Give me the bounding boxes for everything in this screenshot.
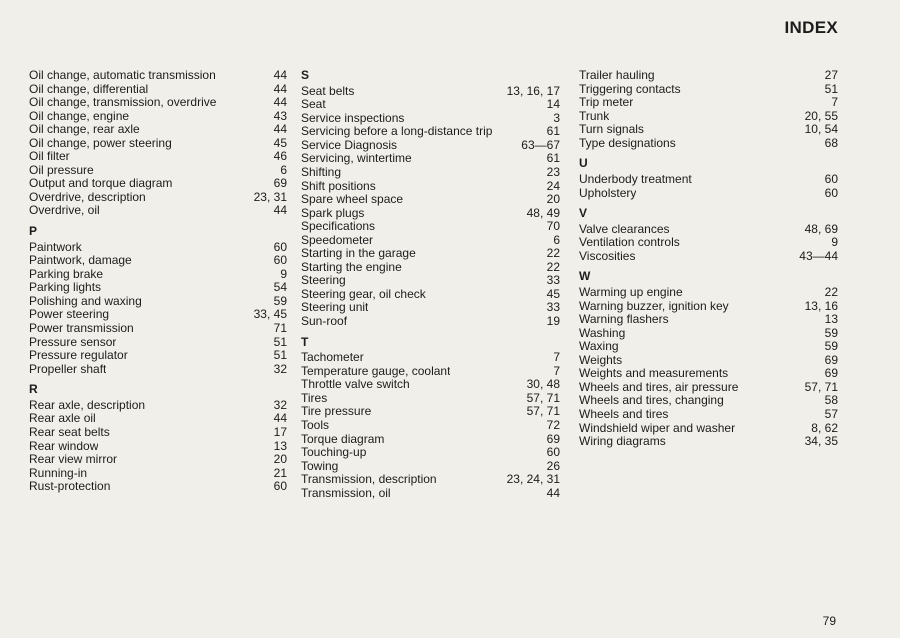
index-page-refs: 44 bbox=[273, 122, 287, 137]
index-page-refs: 17 bbox=[273, 424, 287, 439]
index-entry bbox=[579, 83, 838, 97]
index-term: Type designations bbox=[579, 136, 676, 150]
index-term: Specifications bbox=[301, 220, 376, 234]
index-term: Tire pressure bbox=[301, 405, 372, 419]
index-entry bbox=[29, 164, 287, 178]
index-entry bbox=[301, 405, 560, 419]
index-page-refs: 61 bbox=[546, 151, 560, 166]
index-page-refs: 34, 35 bbox=[804, 434, 838, 449]
index-page-refs: 48, 49 bbox=[526, 205, 560, 220]
index-entry bbox=[29, 123, 287, 137]
index-term: Parking lights bbox=[29, 281, 102, 295]
index-term: Oil change, transmission, overdrive bbox=[29, 96, 217, 110]
index-entry bbox=[29, 268, 287, 282]
index-page-refs: 9 bbox=[831, 235, 838, 250]
index-page-refs: 21 bbox=[273, 465, 287, 480]
index-term: Power steering bbox=[29, 308, 110, 322]
index-entry bbox=[579, 367, 838, 381]
index-page-refs: 27 bbox=[824, 68, 838, 82]
index-entry bbox=[301, 139, 560, 153]
index-entry bbox=[301, 193, 560, 207]
index-entry bbox=[579, 69, 838, 83]
index-term: Shifting bbox=[301, 165, 342, 179]
index-entry bbox=[579, 408, 838, 422]
index-term: Waxing bbox=[579, 340, 619, 354]
index-entry bbox=[579, 223, 838, 237]
index-term: Spark plugs bbox=[301, 206, 365, 220]
index-page-refs: 44 bbox=[273, 95, 287, 110]
index-entry bbox=[579, 123, 838, 137]
index-entry bbox=[29, 295, 287, 309]
index-term: Paintwork, damage bbox=[29, 254, 132, 268]
index-term: Windshield wiper and washer bbox=[579, 421, 736, 435]
index-entry bbox=[579, 300, 838, 314]
index-term: Service Diagnosis bbox=[301, 138, 398, 152]
index-term: Oil change, automatic transmission bbox=[29, 69, 216, 82]
index-term: Weights and measurements bbox=[579, 367, 729, 381]
index-page-refs: 60 bbox=[273, 479, 287, 494]
index-page-refs: 69 bbox=[824, 352, 838, 367]
index-term: Throttle valve switch bbox=[301, 378, 410, 392]
index-term: Sun-roof bbox=[301, 314, 348, 328]
index-term: Oil change, rear axle bbox=[29, 123, 140, 137]
index-term: Washing bbox=[579, 326, 626, 340]
index-term: Pressure regulator bbox=[29, 349, 128, 363]
index-page-refs: 69 bbox=[546, 431, 560, 446]
index-entry bbox=[301, 112, 560, 126]
index-page-refs: 43 bbox=[273, 108, 287, 123]
index-entry bbox=[29, 110, 287, 124]
index-page-refs: 45 bbox=[273, 135, 287, 150]
index-page-refs: 23, 24, 31 bbox=[506, 472, 560, 487]
index-term: Parking brake bbox=[29, 267, 104, 281]
index-page-refs: 13, 16, 17 bbox=[506, 83, 560, 98]
index-entry bbox=[579, 236, 838, 250]
index-entry bbox=[579, 394, 838, 408]
index-entry bbox=[301, 85, 560, 99]
index-term: Spare wheel space bbox=[301, 193, 404, 207]
index-page-refs: 44 bbox=[273, 411, 287, 426]
index-term: Torque diagram bbox=[301, 432, 385, 446]
index-entry bbox=[301, 166, 560, 180]
index-page-refs: 26 bbox=[546, 458, 560, 473]
index-entry bbox=[579, 435, 838, 449]
index-page-refs: 8, 62 bbox=[811, 420, 838, 435]
index-page-refs: 70 bbox=[546, 219, 560, 234]
index-entry bbox=[301, 446, 560, 460]
index-page-refs: 22 bbox=[546, 246, 560, 261]
index-column-3 bbox=[579, 69, 838, 449]
index-term: Triggering contacts bbox=[579, 82, 681, 96]
index-page-refs: 23 bbox=[546, 164, 560, 179]
index-entry bbox=[29, 96, 287, 110]
index-entry bbox=[579, 354, 838, 368]
index-page-refs: 61 bbox=[546, 124, 560, 139]
index-term: Transmission, description bbox=[301, 473, 437, 487]
index-page-refs: 32 bbox=[273, 397, 287, 412]
index-term: Wheels and tires, changing bbox=[579, 394, 724, 408]
index-term: Overdrive, description bbox=[29, 190, 146, 204]
index-entry bbox=[29, 363, 287, 377]
index-term: Oil filter bbox=[29, 150, 70, 164]
index-page-refs: 51 bbox=[824, 81, 838, 96]
index-entry bbox=[301, 247, 560, 261]
index-page-refs: 57, 71 bbox=[526, 390, 560, 405]
index-term: Rear axle, description bbox=[29, 398, 146, 412]
index-term: Oil pressure bbox=[29, 163, 94, 177]
index-page-refs: 57 bbox=[824, 407, 838, 421]
index-page-refs: 48, 69 bbox=[804, 221, 838, 236]
index-page-refs: 13, 16 bbox=[804, 298, 838, 313]
index-term: Tires bbox=[301, 391, 328, 405]
index-page-refs: 68 bbox=[824, 135, 838, 150]
index-term: Touching-up bbox=[301, 446, 367, 460]
index-term: Transmission, oil bbox=[301, 486, 391, 500]
index-entry bbox=[29, 440, 287, 454]
index-column-2 bbox=[301, 69, 560, 500]
index-entry bbox=[29, 349, 287, 363]
index-term: Wiring diagrams bbox=[579, 435, 666, 449]
index-section bbox=[579, 270, 838, 448]
index-entry bbox=[29, 254, 287, 268]
index-page-refs: 10, 54 bbox=[804, 122, 838, 137]
index-term: Trip meter bbox=[579, 96, 634, 110]
index-term: Tachometer bbox=[301, 351, 364, 365]
index-entry bbox=[579, 137, 838, 151]
index-page-refs: 69 bbox=[824, 366, 838, 381]
index-entry bbox=[29, 83, 287, 97]
index-page-refs: 51 bbox=[273, 334, 287, 349]
index-term: Steering bbox=[301, 274, 346, 288]
index-page-refs: 60 bbox=[824, 171, 838, 186]
index-term: Oil change, engine bbox=[29, 109, 130, 123]
index-term: Towing bbox=[301, 459, 339, 473]
index-page-refs: 33 bbox=[546, 300, 560, 315]
index-entry bbox=[579, 340, 838, 354]
index-entry bbox=[301, 220, 560, 234]
index-entry bbox=[29, 137, 287, 151]
index-term: Oil change, power steering bbox=[29, 136, 172, 150]
index-page-refs: 3 bbox=[553, 110, 560, 125]
index-term: Power transmission bbox=[29, 321, 134, 335]
index-entry bbox=[579, 381, 838, 395]
index-entry bbox=[301, 419, 560, 433]
index-page-refs: 60 bbox=[546, 445, 560, 460]
index-entry bbox=[301, 274, 560, 288]
index-page-refs: 20 bbox=[273, 452, 287, 467]
index-term: Rust-protection bbox=[29, 480, 111, 494]
index-entry bbox=[301, 378, 560, 392]
index-term: Weights bbox=[579, 353, 623, 367]
index-page-refs: 58 bbox=[824, 393, 838, 408]
index-entry bbox=[579, 250, 838, 264]
index-entry bbox=[29, 308, 287, 322]
section-letter: S bbox=[301, 68, 310, 82]
index-page-refs: 72 bbox=[546, 417, 560, 432]
index-section bbox=[579, 69, 838, 150]
index-term: Seat belts bbox=[301, 84, 355, 98]
index-term: Wheels and tires, air pressure bbox=[579, 380, 739, 394]
section-letter: V bbox=[579, 206, 588, 221]
index-page-refs: 7 bbox=[553, 350, 560, 365]
index-entry bbox=[579, 110, 838, 124]
index-page-refs: 20, 55 bbox=[804, 108, 838, 123]
index-entry bbox=[29, 204, 287, 218]
index-page-refs: 7 bbox=[553, 363, 560, 378]
index-entry bbox=[301, 433, 560, 447]
index-entry bbox=[579, 187, 838, 201]
index-term: Turn signals bbox=[579, 123, 644, 137]
index-entry bbox=[579, 422, 838, 436]
section-letter: U bbox=[579, 156, 588, 171]
index-term: Temperature gauge, coolant bbox=[301, 364, 451, 378]
index-entry bbox=[29, 191, 287, 205]
index-page-refs: 19 bbox=[546, 313, 560, 328]
index-page-refs: 60 bbox=[273, 239, 287, 254]
index-section bbox=[301, 336, 560, 501]
index-term: Steering unit bbox=[301, 301, 369, 315]
index-term: Rear seat belts bbox=[29, 425, 110, 439]
index-entry bbox=[301, 234, 560, 248]
index-entry bbox=[301, 473, 560, 487]
index-entry bbox=[301, 152, 560, 166]
section-letter: W bbox=[579, 269, 591, 284]
index-page-refs: 13 bbox=[824, 312, 838, 327]
index-page-refs: 60 bbox=[273, 253, 287, 268]
index-term: Seat bbox=[301, 98, 326, 112]
section-letter: T bbox=[301, 334, 309, 349]
page-title: INDEX bbox=[784, 18, 838, 37]
index-entry bbox=[29, 177, 287, 191]
index-entry bbox=[301, 125, 560, 139]
index-term: Viscosities bbox=[579, 249, 636, 263]
index-term: Ventilation controls bbox=[579, 236, 680, 250]
index-page-refs: 6 bbox=[280, 162, 287, 177]
section-letter: P bbox=[29, 224, 38, 239]
index-entry bbox=[301, 460, 560, 474]
index-page-refs: 71 bbox=[273, 320, 287, 335]
index-term: Starting in the garage bbox=[301, 247, 416, 261]
index-entry bbox=[29, 241, 287, 255]
index-page-refs: 44 bbox=[273, 81, 287, 96]
index-page-refs: 20 bbox=[546, 192, 560, 207]
index-term: Tools bbox=[301, 418, 330, 432]
index-term: Trailer hauling bbox=[579, 69, 655, 82]
section-letter: R bbox=[29, 382, 38, 397]
index-term: Steering gear, oil check bbox=[301, 287, 426, 301]
index-entry bbox=[301, 315, 560, 329]
index-term: Overdrive, oil bbox=[29, 204, 100, 218]
index-entry bbox=[579, 286, 838, 300]
index-entry bbox=[301, 207, 560, 221]
index-page-refs: 6 bbox=[553, 232, 560, 247]
index-entry bbox=[29, 480, 287, 494]
index-page-refs: 59 bbox=[824, 325, 838, 340]
index-page-refs: 45 bbox=[546, 286, 560, 301]
index-term: Output and torque diagram bbox=[29, 177, 173, 191]
index-term: Propeller shaft bbox=[29, 362, 107, 376]
index-entry bbox=[29, 426, 287, 440]
index-page-refs: 59 bbox=[273, 293, 287, 308]
index-entry bbox=[579, 96, 838, 110]
page-number: 79 bbox=[822, 614, 836, 628]
index-entry bbox=[301, 392, 560, 406]
index-term: Polishing and waxing bbox=[29, 294, 142, 308]
index-page-refs: 33, 45 bbox=[253, 307, 287, 322]
index-entry bbox=[301, 351, 560, 365]
index-entry bbox=[29, 281, 287, 295]
index-section bbox=[29, 69, 287, 218]
index-page-refs: 46 bbox=[273, 149, 287, 164]
index-page-refs: 32 bbox=[273, 361, 287, 376]
index-page-refs: 57, 71 bbox=[804, 379, 838, 394]
index-term: Warning flashers bbox=[579, 313, 669, 327]
index-page-refs: 33 bbox=[546, 273, 560, 288]
index-column-1 bbox=[29, 69, 287, 494]
index-page-refs: 43—44 bbox=[799, 248, 838, 263]
index-page-refs: 69 bbox=[273, 176, 287, 191]
index-page-refs: 44 bbox=[546, 485, 560, 500]
index-term: Servicing, wintertime bbox=[301, 152, 412, 166]
index-term: Wheels and tires bbox=[579, 408, 669, 421]
index-section bbox=[29, 225, 287, 376]
index-term: Servicing before a long-distance trip bbox=[301, 125, 493, 139]
index-entry bbox=[579, 327, 838, 341]
index-page-refs: 60 bbox=[824, 185, 838, 200]
index-entry bbox=[29, 467, 287, 481]
index-page-refs: 54 bbox=[273, 280, 287, 295]
index-entry bbox=[301, 365, 560, 379]
index-entry bbox=[29, 150, 287, 164]
index-term: Pressure sensor bbox=[29, 335, 117, 349]
index-entry bbox=[579, 173, 838, 187]
index-entry bbox=[301, 487, 560, 501]
index-entry bbox=[301, 180, 560, 194]
index-entry bbox=[29, 322, 287, 336]
index-page-refs: 7 bbox=[831, 95, 838, 110]
index-page-refs: 24 bbox=[546, 178, 560, 193]
index-term: Shift positions bbox=[301, 179, 376, 193]
index-entry bbox=[301, 288, 560, 302]
index-term: Service inspections bbox=[301, 111, 405, 125]
index-page-refs: 57, 71 bbox=[526, 404, 560, 419]
index-page-refs: 23, 31 bbox=[253, 189, 287, 204]
index-page-refs: 51 bbox=[273, 348, 287, 363]
index-section bbox=[301, 69, 560, 329]
index-term: Warning buzzer, ignition key bbox=[579, 299, 729, 313]
index-page-refs: 44 bbox=[273, 203, 287, 218]
index-term: Underbody treatment bbox=[579, 172, 692, 186]
index-section bbox=[29, 383, 287, 494]
index-entry bbox=[301, 98, 560, 112]
index-term: Starting the engine bbox=[301, 260, 402, 274]
index-entry bbox=[29, 69, 287, 83]
index-term: Paintwork bbox=[29, 240, 82, 254]
index-entry bbox=[29, 412, 287, 426]
index-page-refs: 14 bbox=[546, 97, 560, 112]
index-entry bbox=[301, 261, 560, 275]
index-page-refs: 30, 48 bbox=[526, 377, 560, 392]
index-term: Running-in bbox=[29, 466, 88, 480]
index-term: Rear view mirror bbox=[29, 453, 118, 467]
index-page-refs: 13 bbox=[273, 438, 287, 453]
index-page-refs: 59 bbox=[824, 339, 838, 354]
index-term: Valve clearances bbox=[579, 222, 670, 236]
index-page-refs: 44 bbox=[273, 68, 287, 82]
index-term: Rear window bbox=[29, 439, 99, 453]
index-term: Trunk bbox=[579, 109, 610, 123]
index-entry bbox=[301, 301, 560, 315]
index-entry bbox=[29, 399, 287, 413]
index-entry bbox=[579, 313, 838, 327]
index-entry bbox=[29, 336, 287, 350]
index-page-refs: 9 bbox=[280, 266, 287, 281]
index-term: Upholstery bbox=[579, 186, 637, 200]
index-section bbox=[579, 207, 838, 263]
index-page-refs: 63—67 bbox=[521, 137, 560, 152]
index-page-refs: 22 bbox=[546, 259, 560, 274]
index-term: Warming up engine bbox=[579, 286, 683, 300]
index-section bbox=[579, 157, 838, 200]
index-term: Rear axle oil bbox=[29, 412, 96, 426]
index-entry bbox=[29, 453, 287, 467]
index-page-refs: 22 bbox=[824, 285, 838, 300]
index-term: Speedometer bbox=[301, 233, 374, 247]
index-term: Oil change, differential bbox=[29, 82, 149, 96]
